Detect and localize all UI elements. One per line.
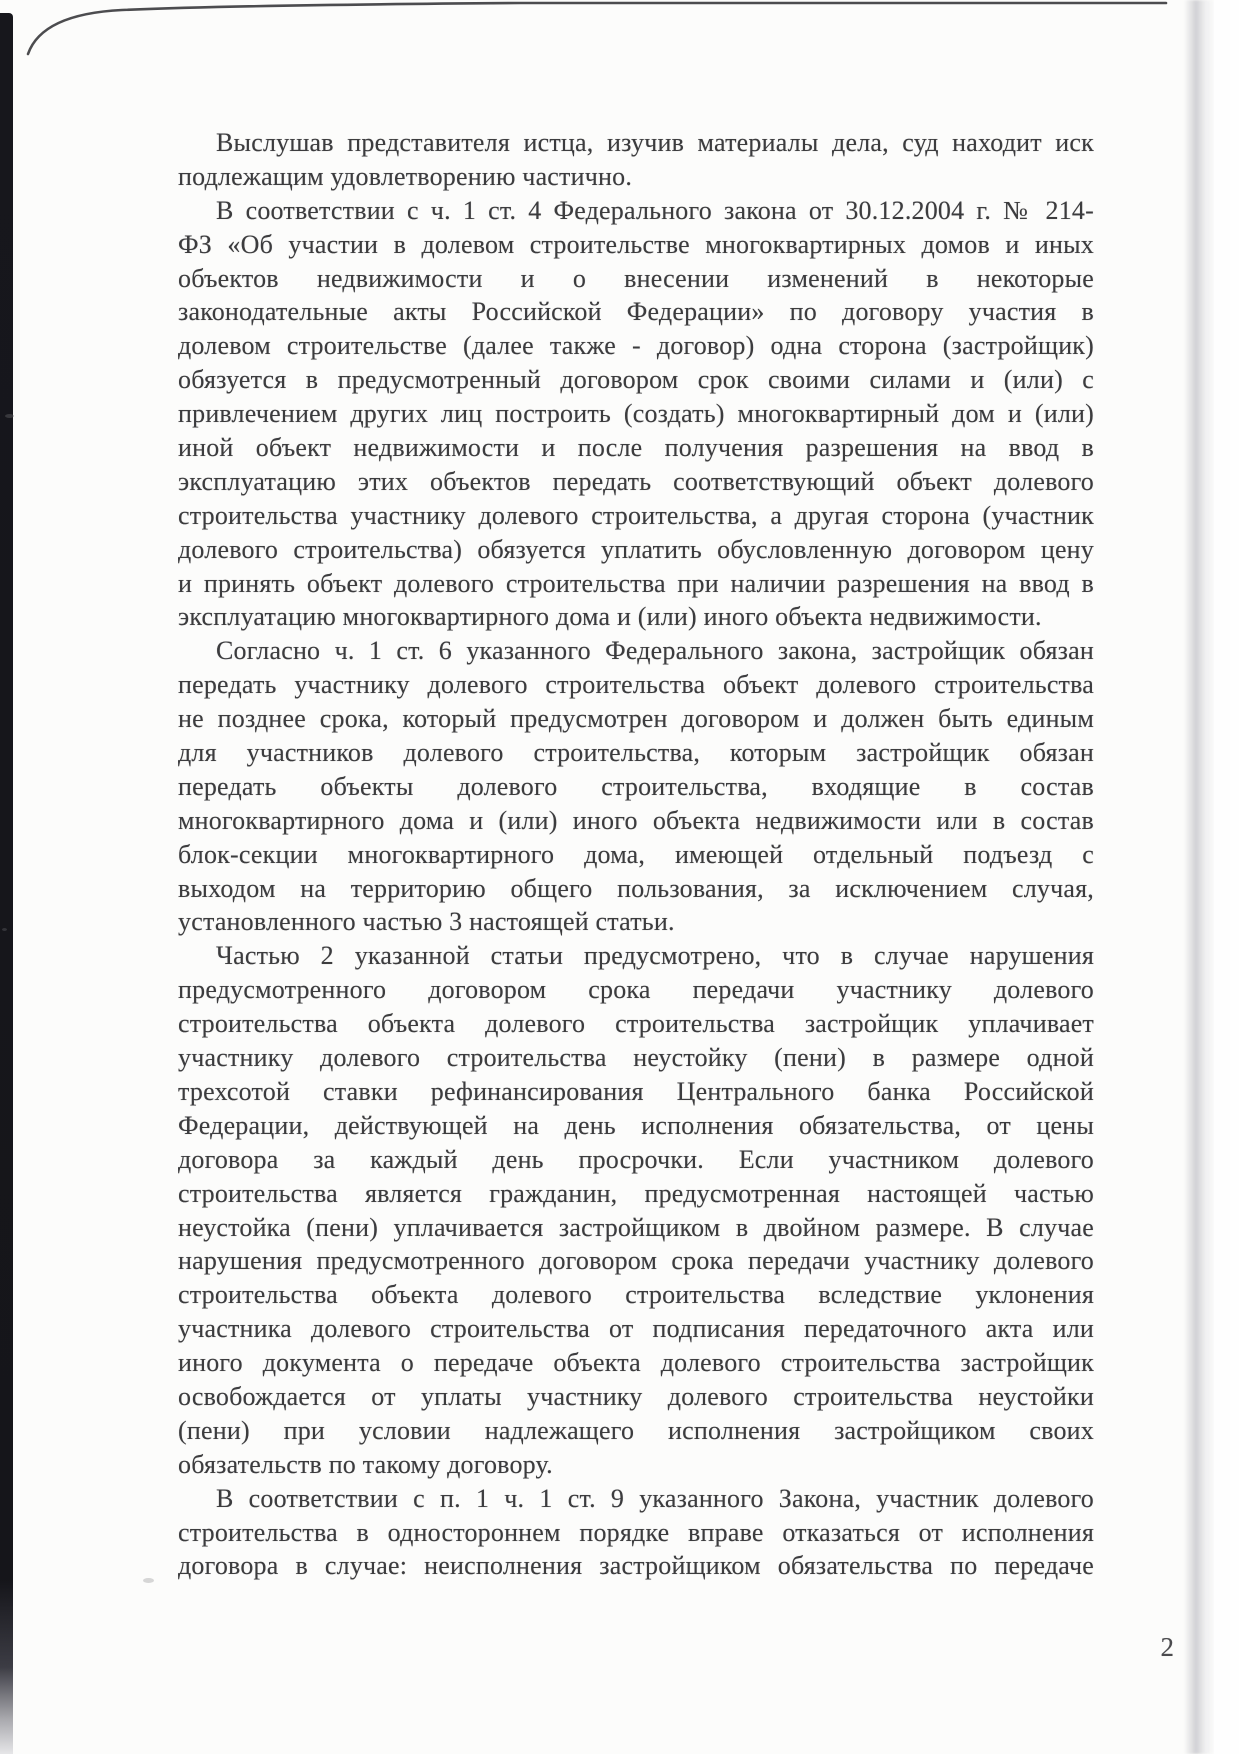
text-line: строительства является гражданин, предусмотренная настоящей частью xyxy=(178,1178,1094,1208)
text-line: строительства объекта долевого строительства вследствие уклонения xyxy=(178,1280,1094,1310)
text-line: В соответствии с п. 1 ч. 1 ст. 9 указанного Закона, участник долевого xyxy=(216,1483,1094,1513)
paragraph xyxy=(178,194,1094,635)
text-line: для участников долевого строительства, которым застройщик обязан xyxy=(178,738,1094,768)
text-line: ФЗ «Об участии в долевом строительстве многоквартирных домов и иных xyxy=(178,229,1094,259)
text-line: Федерации, действующей на день исполнения обязательства, от цены xyxy=(178,1110,1094,1140)
scan-left-edge xyxy=(0,13,13,1754)
scan-speck xyxy=(143,1578,154,1583)
text-line: иного документа о передаче объекта долевого строительства застройщик xyxy=(178,1348,1094,1378)
text-line: не позднее срока, который предусмотрен договором и должен быть единым xyxy=(178,704,1094,734)
text-line: В соответствии с ч. 1 ст. 4 Федерального закона от 30.12.2004 г. № 214- xyxy=(216,195,1094,225)
text-line: договора за каждый день просрочки. Если участником долевого xyxy=(178,1144,1094,1174)
text-line: строительства участнику долевого строительства, а другая сторона (участник xyxy=(178,500,1094,530)
text-line: выходом на территорию общего пользования, за исключением случая, xyxy=(178,873,1094,903)
text-line: долевого строительства) обязуется уплатить обусловленную договором цену xyxy=(178,534,1094,564)
text-line: договора в случае: неисполнения застройщиком обязательства по передаче xyxy=(178,1551,1094,1581)
text-line: обязуется в предусмотренный договором срок своими силами и (или) с xyxy=(178,365,1094,395)
text-line: участнику долевого строительства неустойку (пени) в размере одной xyxy=(178,1043,1094,1073)
text-line: нарушения предусмотренного договором срока передачи участнику долевого xyxy=(178,1246,1094,1276)
text-line: объектов недвижимости и о внесении изменений в некоторые xyxy=(178,263,1094,293)
text-line: установленного частью 3 настоящей статьи. xyxy=(178,907,675,937)
scan-right-shadow xyxy=(1184,0,1214,1754)
text-line: трехсотой ставки рефинансирования Центрального банка Российской xyxy=(178,1076,1094,1106)
scan-right-paper-edge xyxy=(1214,0,1239,1754)
text-line: долевом строительстве (далее также - договор) одна сторона (застройщик) xyxy=(178,331,1094,361)
text-line: привлечением других лиц построить (создать) многоквартирный дом и (или) xyxy=(178,399,1094,429)
page-number: 2 xyxy=(1160,1632,1174,1662)
text-line: строительства объекта долевого строительства застройщик уплачивает xyxy=(178,1009,1094,1039)
text-line: иной объект недвижимости и после получения разрешения на ввод в xyxy=(178,433,1094,463)
text-line: и принять объект долевого строительства при наличии разрешения на ввод в xyxy=(178,568,1094,598)
scan-top-edge xyxy=(0,0,1239,80)
paragraph xyxy=(178,939,1094,1481)
text-line: передать объекты долевого строительства, входящие в состав xyxy=(178,771,1094,801)
text-line: освобождается от уплаты участнику долевого строительства неустойки xyxy=(178,1381,1094,1411)
text-line: предусмотренного договором срока передачи участнику долевого xyxy=(178,975,1094,1005)
text-line: участника долевого строительства от подписания передаточного акта или xyxy=(178,1314,1094,1344)
text-line: строительства в одностороннем порядке вправе отказаться от исполнения xyxy=(178,1517,1094,1547)
text-line: многоквартирного дома и (или) иного объекта недвижимости или в состав xyxy=(178,805,1094,835)
text-line: эксплуатацию многоквартирного дома и (или) иного объекта недвижимости. xyxy=(178,602,1042,632)
document-body xyxy=(178,126,1094,1583)
text-line: обязательств по такому договору. xyxy=(178,1449,553,1479)
paragraph xyxy=(178,126,1094,194)
text-line: (пени) при условии надлежащего исполнения застройщиком своих xyxy=(178,1415,1094,1445)
text-line: Согласно ч. 1 ст. 6 указанного Федерального закона, застройщик обязан xyxy=(216,636,1094,666)
text-line: Выслушав представителя истца, изучив материалы дела, суд находит иск xyxy=(216,128,1094,157)
text-line: неустойка (пени) уплачивается застройщиком в двойном размере. В случае xyxy=(178,1212,1094,1242)
paragraph xyxy=(178,1482,1094,1584)
text-line: подлежащим удовлетворению частично. xyxy=(178,161,633,191)
text-line: эксплуатацию этих объектов передать соответствующий объект долевого xyxy=(178,466,1094,496)
paragraph xyxy=(178,634,1094,939)
text-line: передать участнику долевого строительства объект долевого строительства xyxy=(178,670,1094,700)
text-line: блок-секции многоквартирного дома, имеющей отдельный подъезд с xyxy=(178,839,1094,869)
text-line: Частью 2 указанной статьи предусмотрено, что в случае нарушения xyxy=(216,941,1094,971)
text-line: законодательные акты Российской Федерации» по договору участия в xyxy=(178,297,1094,327)
